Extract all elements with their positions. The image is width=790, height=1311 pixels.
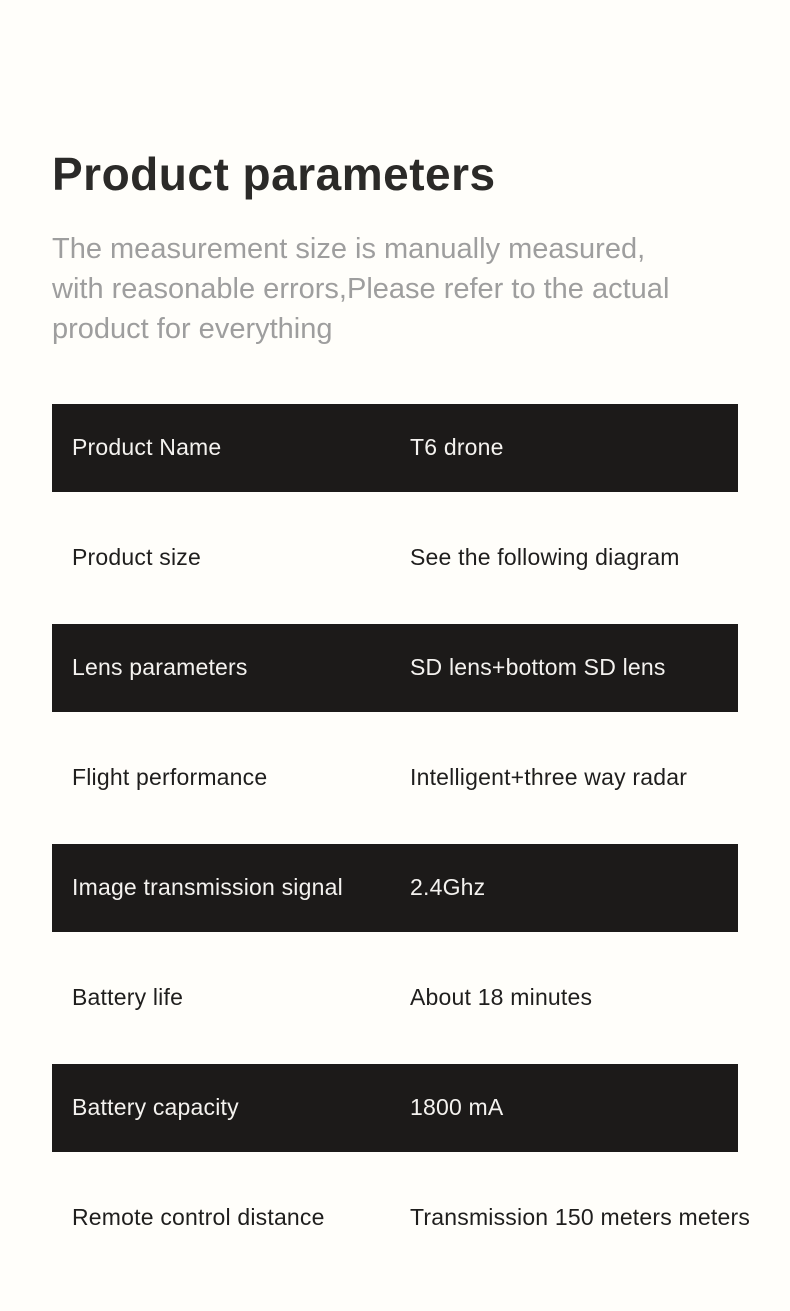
spec-value: Transmission 150 meters meters bbox=[410, 1204, 751, 1230]
spec-value: See the following diagram bbox=[410, 544, 680, 570]
spec-row-remote-control-distance bbox=[52, 1174, 751, 1262]
spec-value: About 18 minutes bbox=[410, 984, 593, 1010]
spec-table bbox=[52, 404, 751, 1262]
spec-label: Battery life bbox=[72, 984, 184, 1010]
spec-row-flight-performance bbox=[52, 734, 738, 822]
spec-row-battery-capacity bbox=[52, 1064, 738, 1152]
page-title: Product parameters bbox=[52, 148, 496, 200]
spec-label: Lens parameters bbox=[72, 654, 248, 680]
spec-label: Remote control distance bbox=[72, 1204, 325, 1230]
spec-label: Flight performance bbox=[72, 764, 268, 790]
spec-value: Intelligent+three way radar bbox=[410, 764, 688, 790]
spec-row-product-name bbox=[52, 404, 738, 492]
spec-value: SD lens+bottom SD lens bbox=[410, 654, 666, 680]
spec-row-battery-life bbox=[52, 954, 738, 1042]
spec-row-product-size bbox=[52, 514, 738, 602]
spec-label: Product Name bbox=[72, 434, 222, 460]
spec-row-image-transmission-signal bbox=[52, 844, 738, 932]
spec-label: Product size bbox=[72, 544, 201, 570]
spec-row-lens-parameters bbox=[52, 624, 738, 712]
spec-value: 1800 mA bbox=[410, 1094, 504, 1120]
spec-label: Image transmission signal bbox=[72, 874, 343, 900]
spec-value: T6 drone bbox=[410, 434, 504, 460]
measurement-disclaimer: The measurement size is manually measured, with reasonable errors,Please refer to the actual product for everything bbox=[52, 232, 670, 345]
spec-label: Battery capacity bbox=[72, 1094, 239, 1120]
spec-value: 2.4Ghz bbox=[410, 874, 486, 900]
